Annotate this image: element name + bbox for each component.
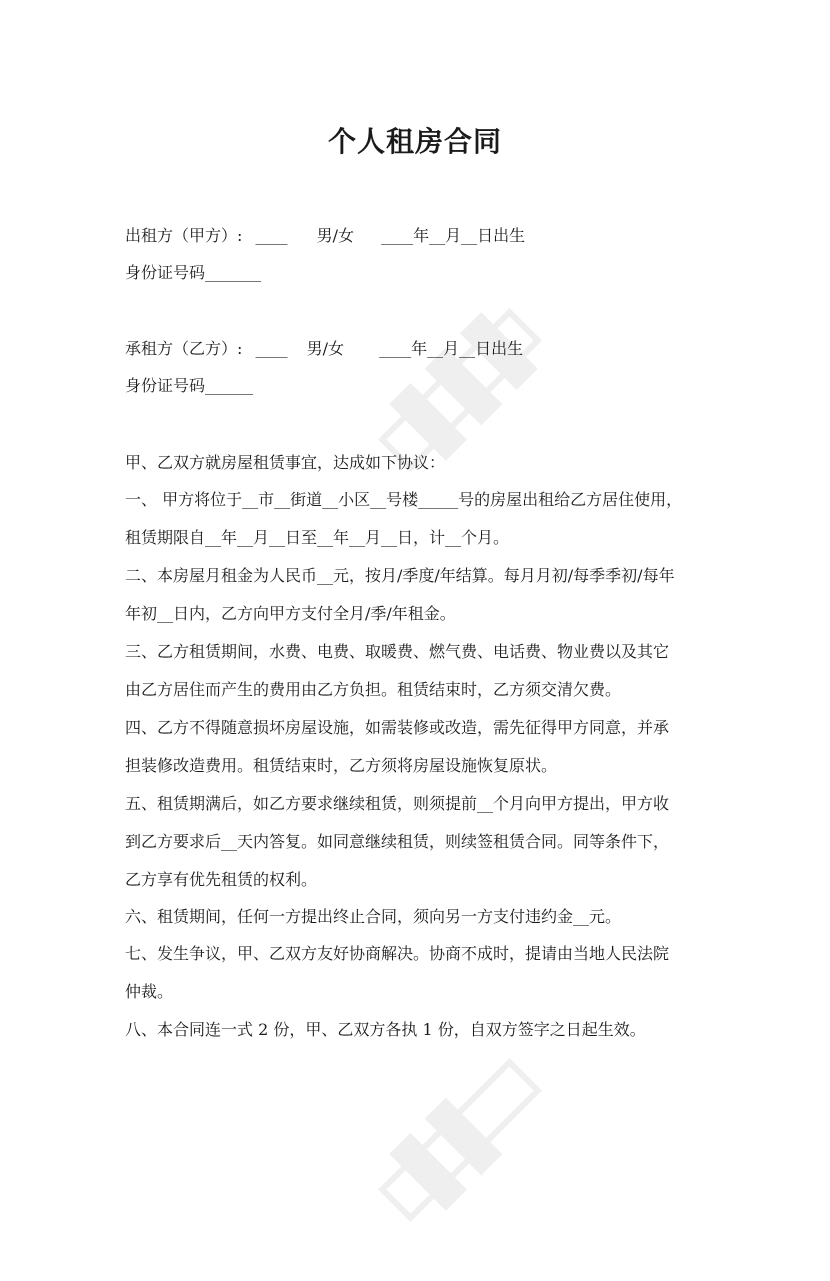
clause-line: 七、发生争议，甲、乙双方友好协商解决。协商不成时，提请由当地人民法院 <box>125 944 670 963</box>
clause-line: 年初__日内，乙方向甲方支付全月/季/年租金。 <box>125 604 456 623</box>
clause-line: 五、租赁期满后，如乙方要求继续租赁，则须提前__个月向甲方提出，甲方收 <box>125 794 670 813</box>
watermark-icon <box>319 249 602 532</box>
lessor-name-blank: ____ <box>255 226 288 245</box>
watermark-icon <box>319 999 602 1281</box>
clause-line: 六、租赁期间，任何一方提出终止合同，须向另一方支付违约金__元。 <box>125 907 622 926</box>
lessor-birth: ____年__月__日出生 <box>381 226 526 245</box>
clause-line: 三、乙方租赁期间，水费、电费、取暖费、燃气费、电话费、物业费以及其它 <box>125 642 670 661</box>
clause-line: 担装修改造费用。租赁结束时，乙方须将房屋设施恢复原状。 <box>125 756 558 775</box>
clause-line: 仲裁。 <box>125 982 174 1001</box>
lessor-gender: 男/女 <box>316 226 354 245</box>
intro-paragraph: 甲、乙双方就房屋租赁事宜，达成如下协议： <box>125 453 446 472</box>
clause-line: 二、本房屋月租金为人民币__元，按月/季度/年结算。每月月初/每季季初/每年 <box>125 566 675 585</box>
lessee-id-line: 身份证号码______ <box>125 376 254 395</box>
clause-line: 八、本合同连一式 2 份，甲、乙双方各执 1 份，自双方签字之日起生效。 <box>125 1020 646 1039</box>
lessor-line <box>125 226 525 246</box>
page-title: 个人租房合同 <box>327 125 502 158</box>
lessor-label: 出租方（甲方）: <box>125 226 243 245</box>
clause-line: 租赁期限自__年__月__日至__年__月__日，计__个月。 <box>125 528 510 547</box>
lessee-birth: ____年__月__日出生 <box>379 339 524 358</box>
clause-line: 由乙方居住而产生的费用由乙方负担。租赁结束时，乙方须交清欠费。 <box>125 680 622 699</box>
lessee-label: 承租方（乙方）: <box>125 339 243 358</box>
clause-line: 四、乙方不得随意损坏房屋设施，如需装修或改造，需先征得甲方同意，并承 <box>125 718 670 737</box>
clause-line: 乙方享有优先租赁的权利。 <box>125 870 318 889</box>
lessee-gender: 男/女 <box>306 339 344 358</box>
clause-line: 一、 甲方将位于__市__街道__小区__号楼_____号的房屋出租给乙方居住使用， <box>125 490 683 509</box>
lessee-line <box>125 339 523 359</box>
clause-line: 到乙方要求后__天内答复。如同意继续租赁，则续签租赁合同。同等条件下， <box>125 832 670 851</box>
lessee-name-blank: ____ <box>255 339 288 358</box>
lessor-id-line: 身份证号码_______ <box>125 263 262 282</box>
